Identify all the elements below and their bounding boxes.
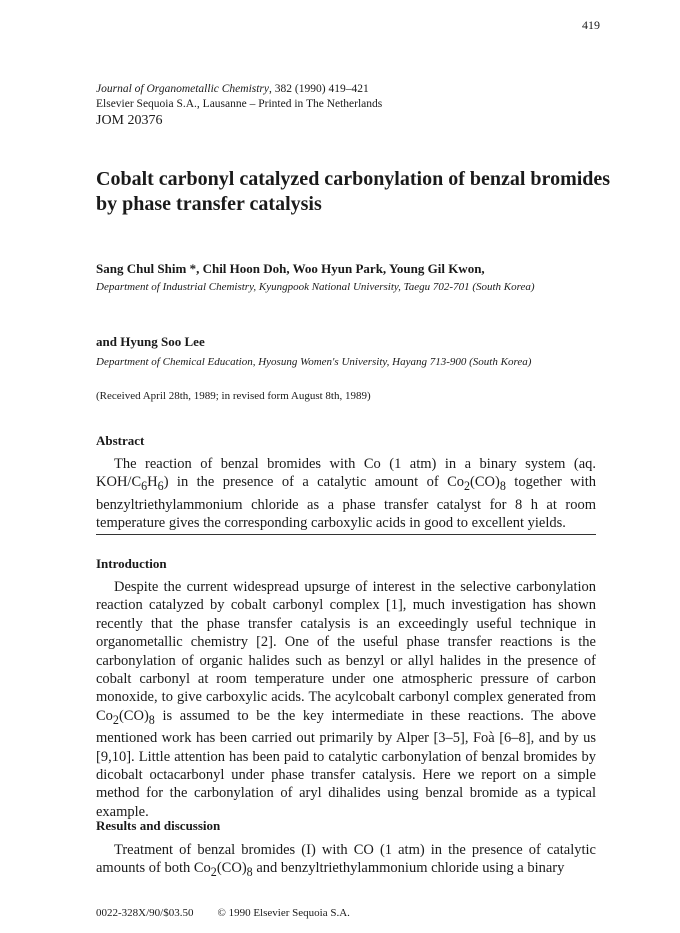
journal-volume: , 382 (1990) 419–421 (269, 83, 369, 95)
issn-code: 0022-328X/90/$03.50 (96, 907, 194, 919)
page-number: 419 (582, 18, 600, 32)
results-text: Treatment of benzal bromides (I) with CO (1 atm) in the presence of catalytic amounts of both $Co_2(CO)_8$ and benzyltriethylammonium chloride using a binary (96, 842, 596, 880)
authors-primary: Sang Chul Shim *, Chil Hoon Doh, Woo Hyun Park, Young Gil Kwon, (96, 261, 485, 276)
received-dates: (Received April 28th, 1989; in revised form August 8th, 1989) (96, 390, 371, 402)
journal-citation (96, 82, 382, 97)
paper-title: Cobalt carbonyl catalyzed carbonylation of benzal bromides by phase transfer catalysis (96, 168, 611, 215)
affiliation-primary: Department of Industrial Chemistry, Kyungpook National University, Taegu 702-701 (South Korea) (96, 281, 535, 293)
introduction-heading: Introduction (96, 556, 167, 571)
authors-secondary: and Hyung Soo Lee (96, 334, 205, 349)
jom-id: JOM 20376 (96, 113, 163, 128)
introduction-text: Despite the current widespread upsurge of interest in the selective carbonylation reaction catalyzed by cobalt carbonyl complex [1], much investigation has shown recently that the phase transfer catalysis is an exceedingly useful technique in organometallic chemistry [2]. One of the useful phase transfer reactions is the carbonylation of organic halides such as benzyl or allyl halides in the presence of cobalt carbonyl at room temperature under one atmospheric pressure of carbon monoxide, to give carboxylic acids. The acylcobalt carbonyl complex generated from $Co_2(CO)_8$ is assumed to be the key intermediate in these reactions. The above mentioned work has been carried out primarily by Alper [3–5], Foà [6–8], and by us [9,10]. Little attention has been paid to catalytic carbonylation of benzal bromides by dicobalt octacarbonyl under phase transfer catalysis. Here we report on a simple method for the carbonylation of aryl dihalides using benzal bromide as a typical example. (96, 579, 596, 820)
abstract-text: The reaction of benzal bromides with Co (1 atm) in a binary system (aq. KOH/$C_6H_6$) in the presence of a catalytic amount of $Co_2(CO)_8$ together with benzyltriethylammonium chloride as a phase transfer catalyst for 8 h at room temperature gives the corresponding carboxylic acids in good to excellent yields. (96, 456, 596, 532)
section-divider (96, 534, 596, 535)
journal-name: Journal of Organometallic Chemistry (96, 83, 270, 95)
journal-meta (96, 82, 382, 129)
publisher-line: Elsevier Sequoia S.A., Lausanne – Printed in The Netherlands (96, 98, 383, 110)
page-footer (96, 907, 350, 919)
copyright-notice: © 1990 Elsevier Sequoia S.A. (217, 907, 350, 919)
results-heading: Results and discussion (96, 818, 221, 833)
abstract-heading: Abstract (96, 433, 145, 448)
affiliation-secondary: Department of Chemical Education, Hyosung Women's University, Hayang 713-900 (South Korea) (96, 356, 532, 368)
